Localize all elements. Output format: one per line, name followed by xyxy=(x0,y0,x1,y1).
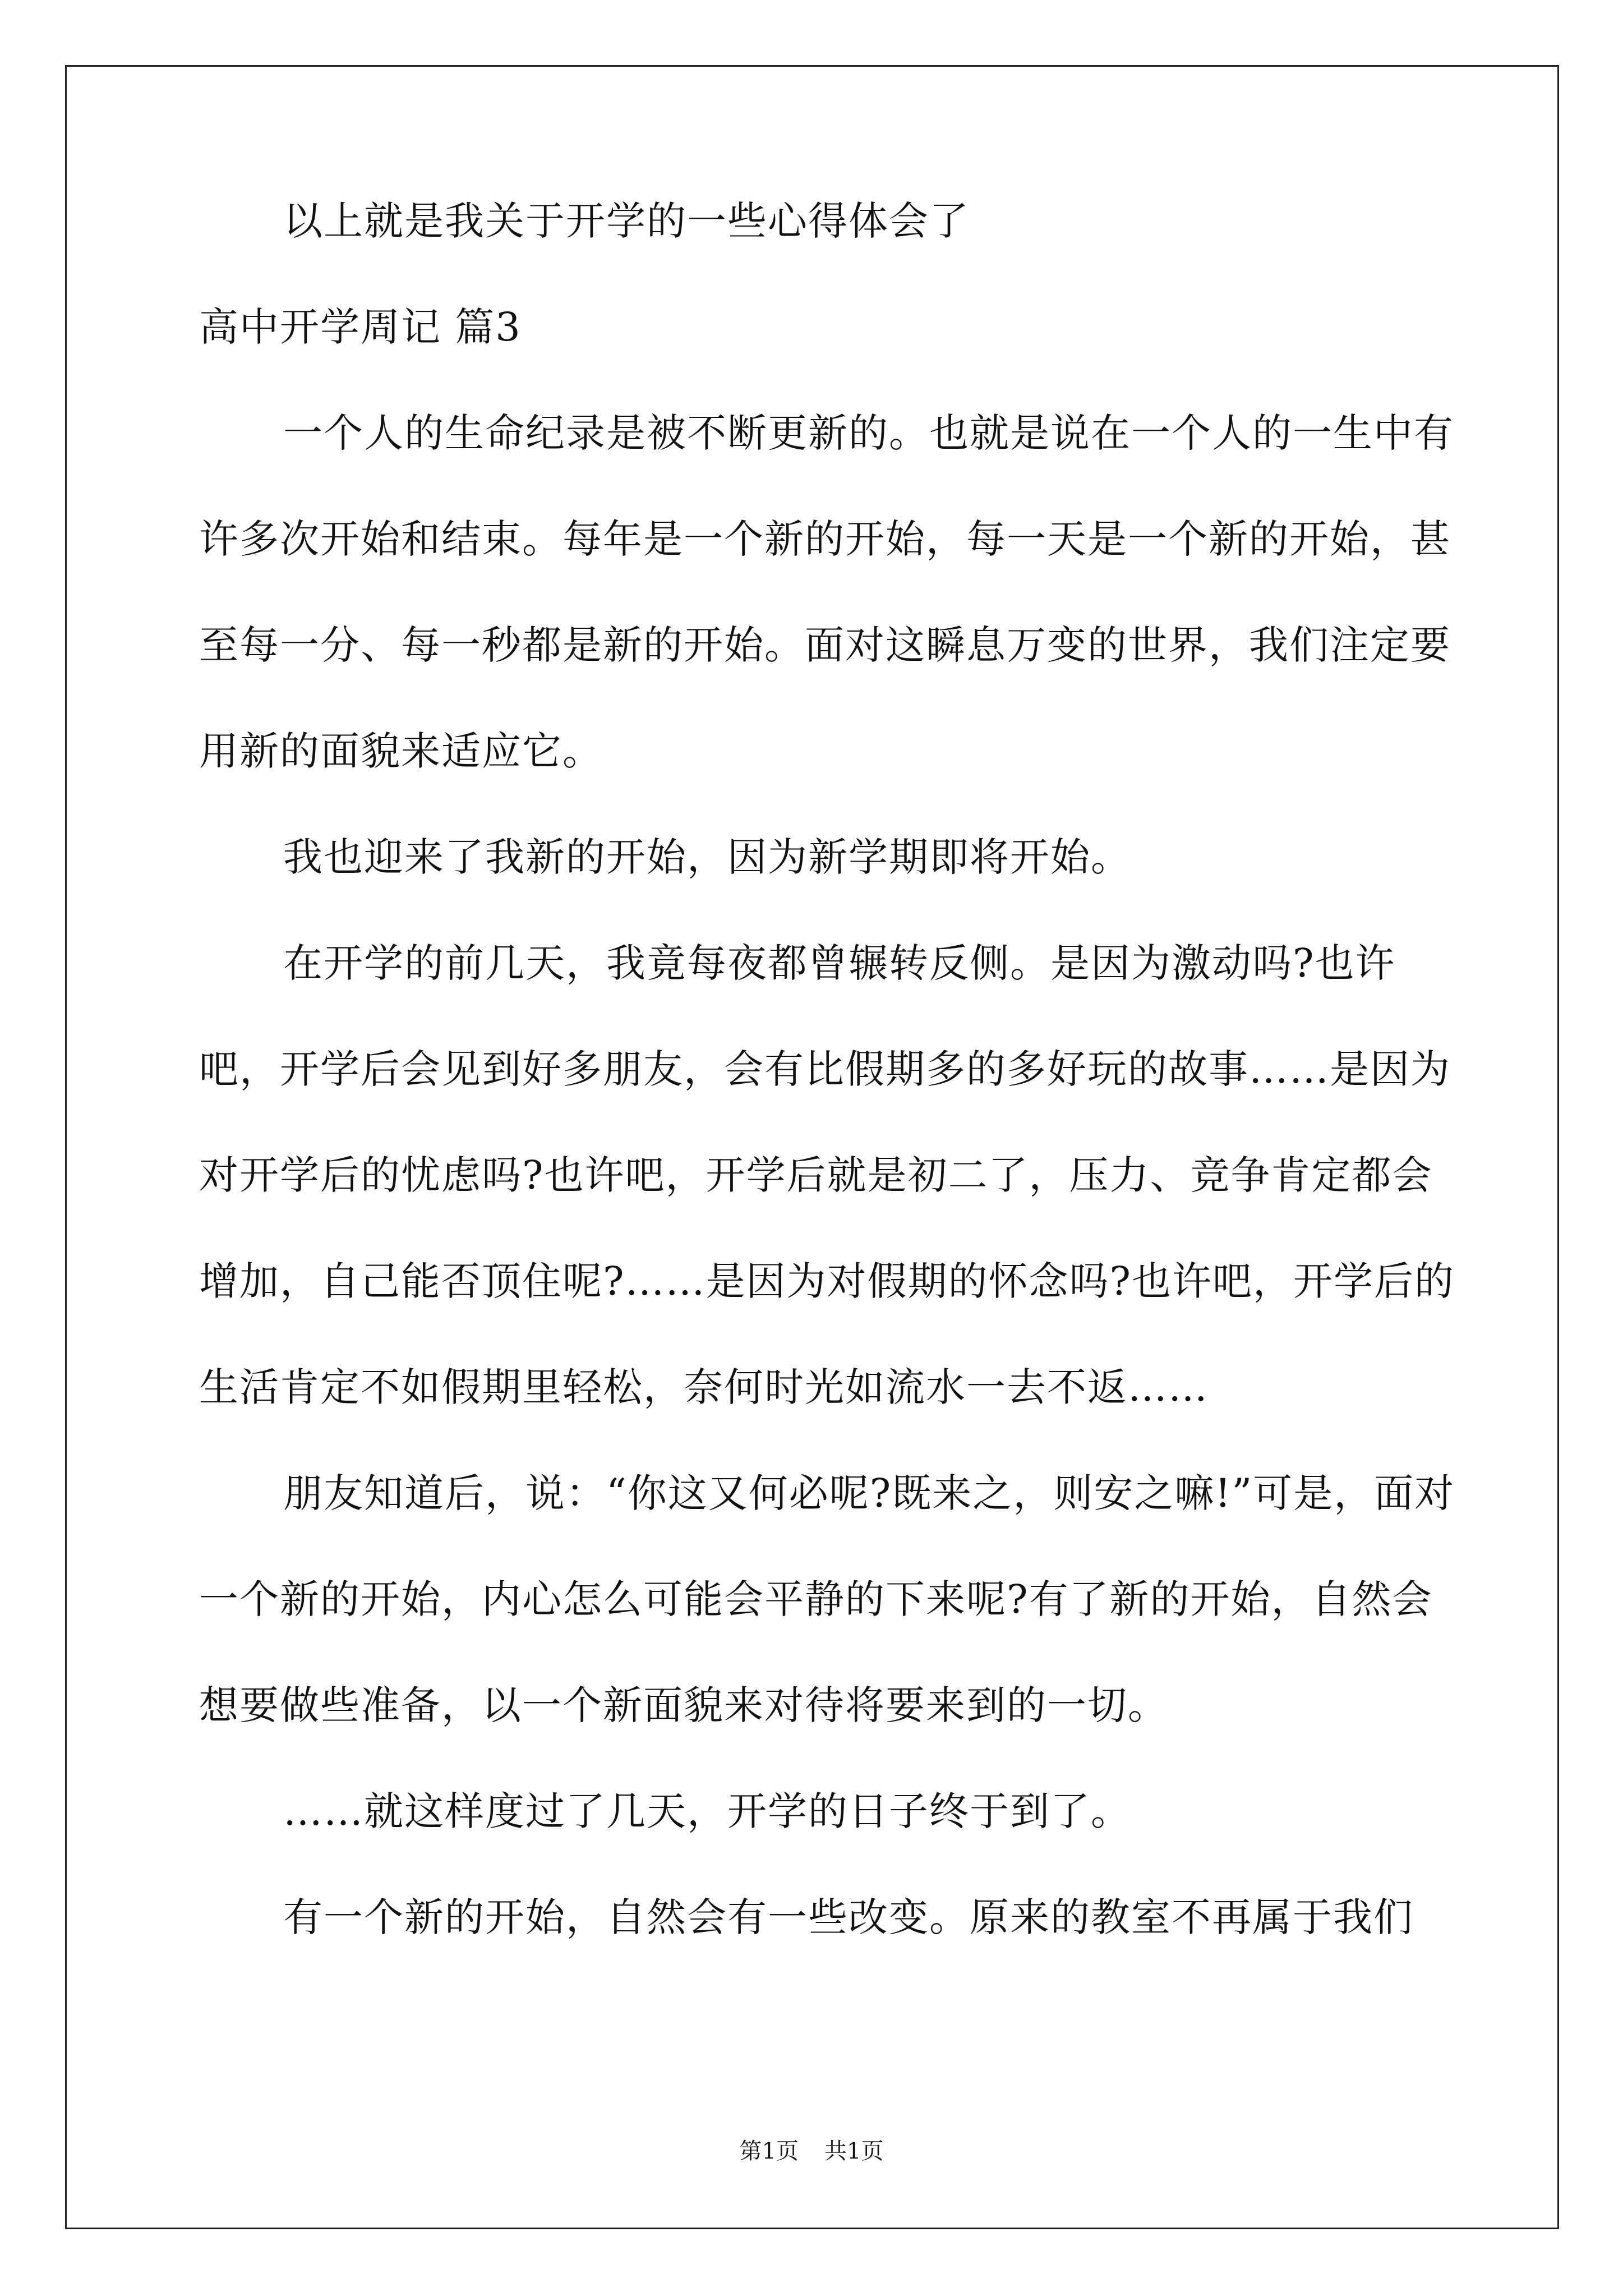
paragraph: 有一个新的开始，自然会有一些改变。原来的教室不再属于我们 xyxy=(283,1894,1414,1940)
page-footer xyxy=(0,2134,1623,2168)
section-heading: 高中开学周记 篇3 xyxy=(199,304,522,350)
paragraph: 我也迎来了我新的开始，因为新学期即将开始。 xyxy=(283,834,1131,880)
paragraph: 一个人的生命纪录是被不断更新的。也就是说在一个人的一生中有许多次开始和结束。每年是一个新的开始，每一天是一个新的开始，甚至每一分、每一秒都是新的开始。面对这瞬息万变的世界，我们注定要用新的面貌来适应它。 xyxy=(199,410,1454,774)
document-body xyxy=(199,168,1467,1971)
page-number: 第1页 xyxy=(739,2138,799,2164)
page-total: 共1页 xyxy=(824,2138,884,2164)
paragraph: 朋友知道后，说：“你这又何必呢?既来之，则安之嘛!”可是，面对一个新的开始，内心怎么可能会平静的下来呢?有了新的开始，自然会想要做些准备，以一个新面貌来对待将要来到的一切。 xyxy=(199,1470,1455,1728)
paragraph: 以上就是我关于开学的一些心得体会了 xyxy=(283,198,970,244)
paragraph: 在开学的前几天，我竟每夜都曾辗转反侧。是因为激动吗?也许吧，开学后会见到好多朋友，会有比假期多的多好玩的故事……是因为对开学后的忧虑吗?也许吧，开学后就是初二了，压力、竞争肯定都会增加，自己能否顶住呢?……是因为对假期的怀念吗?也许吧，开学后的生活肯定不如假期里轻松，奈何时光如流水一去不返…… xyxy=(199,940,1455,1410)
paragraph: ……就这样度过了几天，开学的日子终于到了。 xyxy=(283,1788,1131,1834)
